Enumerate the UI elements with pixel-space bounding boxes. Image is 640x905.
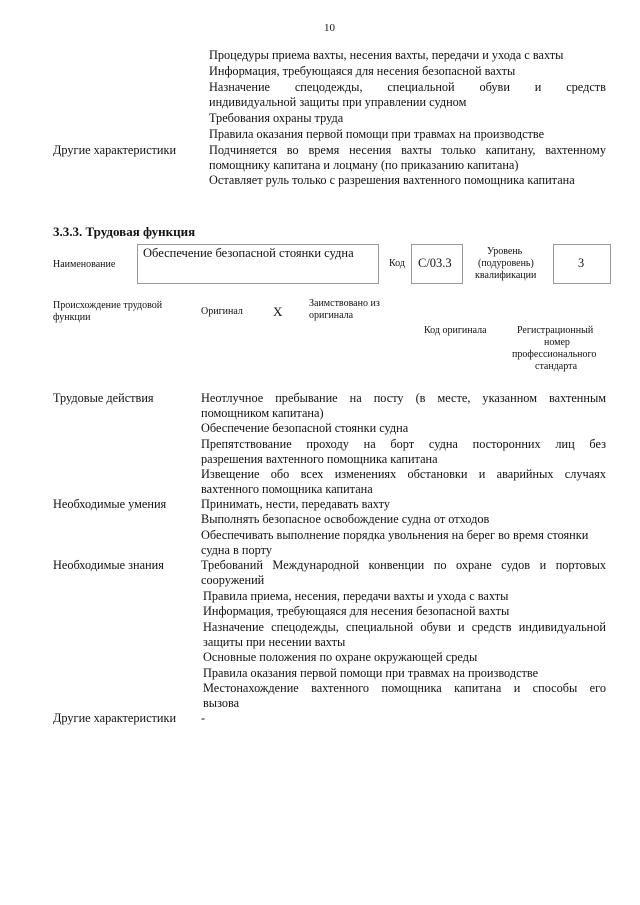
top-line-4: индивидуальной защиты при управлении судном — [209, 95, 467, 109]
other-characteristics-value: - — [201, 711, 206, 725]
action-line-6: Извещение обо всех изменениях обстановки и аварийных случаях — [201, 467, 606, 481]
action-line-2: помощником капитана) — [201, 406, 324, 420]
origin-label-1: Происхождение трудовой — [53, 300, 163, 311]
knowledge-line-3: Правила приема, несения, передачи вахты и ухода с вахты — [203, 589, 509, 603]
reg-label-1: Регистрационный — [517, 325, 594, 336]
knowledge-line-1: Требований Международной конвенции по охране судов и портовых — [201, 558, 606, 572]
level-label-2: (подуровень) — [478, 258, 534, 269]
code-label: Код — [389, 258, 405, 269]
top-line-2: Информация, требующаяся для несения безопасной вахты — [209, 64, 516, 78]
knowledge-label: Необходимые знания — [53, 558, 164, 572]
reg-label-2: номер — [544, 337, 570, 348]
level-label-1: Уровень — [487, 246, 523, 257]
top-line-3: Назначение спецодежды, специальной обуви и средств — [209, 80, 606, 94]
reg-label-4: стандарта — [535, 361, 578, 372]
knowledge-line-7: Основные положения по охране окружающей среды — [203, 650, 478, 664]
top-line-6: Правила оказания первой помощи при травмах на производстве — [209, 127, 545, 141]
borrowed-label-2: оригинала — [309, 310, 354, 321]
level-value: 3 — [578, 256, 585, 270]
action-line-7: вахтенного помощника капитана — [201, 482, 373, 496]
borrowed-label-1: Заимствовано из — [309, 298, 380, 309]
knowledge-line-9: Местонахождение вахтенного помощника капитана и способы его — [203, 681, 606, 695]
original-label: Оригинал — [201, 306, 243, 317]
top-line-7: Подчиняется во время несения вахты только капитану, вахтенному — [209, 143, 606, 157]
knowledge-line-4: Информация, требующаяся для несения безопасной вахты — [203, 604, 510, 618]
action-line-5: разрешения вахтенного помощника капитана — [201, 452, 438, 466]
original-code-label: Код оригинала — [424, 325, 487, 336]
name-value: Обеспечение безопасной стоянки судна — [143, 246, 354, 260]
skills-label: Необходимые умения — [53, 497, 167, 511]
knowledge-line-10: вызова — [203, 696, 240, 710]
top-line-1: Процедуры приема вахты, несения вахты, передачи и ухода с вахты — [209, 48, 564, 62]
top-line-5: Требования охраны труда — [209, 111, 344, 125]
action-line-3: Обеспечение безопасной стоянки судна — [201, 421, 409, 435]
action-line-1: Неотлучное пребывание на посту (в месте, указанном вахтенным — [201, 391, 606, 405]
skill-line-3: Обеспечивать выполнение порядка увольнения на берег во время стоянки — [201, 528, 589, 542]
skill-line-4: судна в порту — [201, 543, 272, 557]
actions-label: Трудовые действия — [53, 391, 154, 405]
original-mark: X — [273, 304, 283, 319]
action-line-4: Препятствование проходу на борт судна посторонних лиц без — [201, 437, 606, 451]
knowledge-line-5: Назначение спецодежды, специальной обуви и средств индивидуальной — [203, 620, 606, 634]
top-line-9: Оставляет руль только с разрешения вахтенного помощника капитана — [209, 173, 575, 187]
other-characteristics-label-top: Другие характеристики — [53, 143, 177, 157]
knowledge-line-2: сооружений — [201, 573, 265, 587]
knowledge-line-6: защиты при несении вахты — [203, 635, 346, 649]
reg-label-3: профессионального — [512, 349, 597, 360]
level-label-3: квалификации — [475, 270, 537, 281]
section-title: 3.3.3. Трудовая функция — [53, 224, 196, 239]
name-label: Наименование — [53, 259, 116, 270]
origin-label-2: функции — [53, 312, 91, 323]
other-characteristics-label: Другие характеристики — [53, 711, 177, 725]
skill-line-1: Принимать, нести, передавать вахту — [201, 497, 390, 511]
skill-line-2: Выполнять безопасное освобождение судна от отходов — [201, 512, 490, 526]
page-number: 10 — [324, 22, 335, 34]
code-value: С/03.3 — [418, 256, 452, 270]
knowledge-line-8: Правила оказания первой помощи при травмах на производстве — [203, 666, 539, 680]
top-line-8: помощнику капитана и лоцману (по приказанию капитана) — [209, 158, 519, 172]
